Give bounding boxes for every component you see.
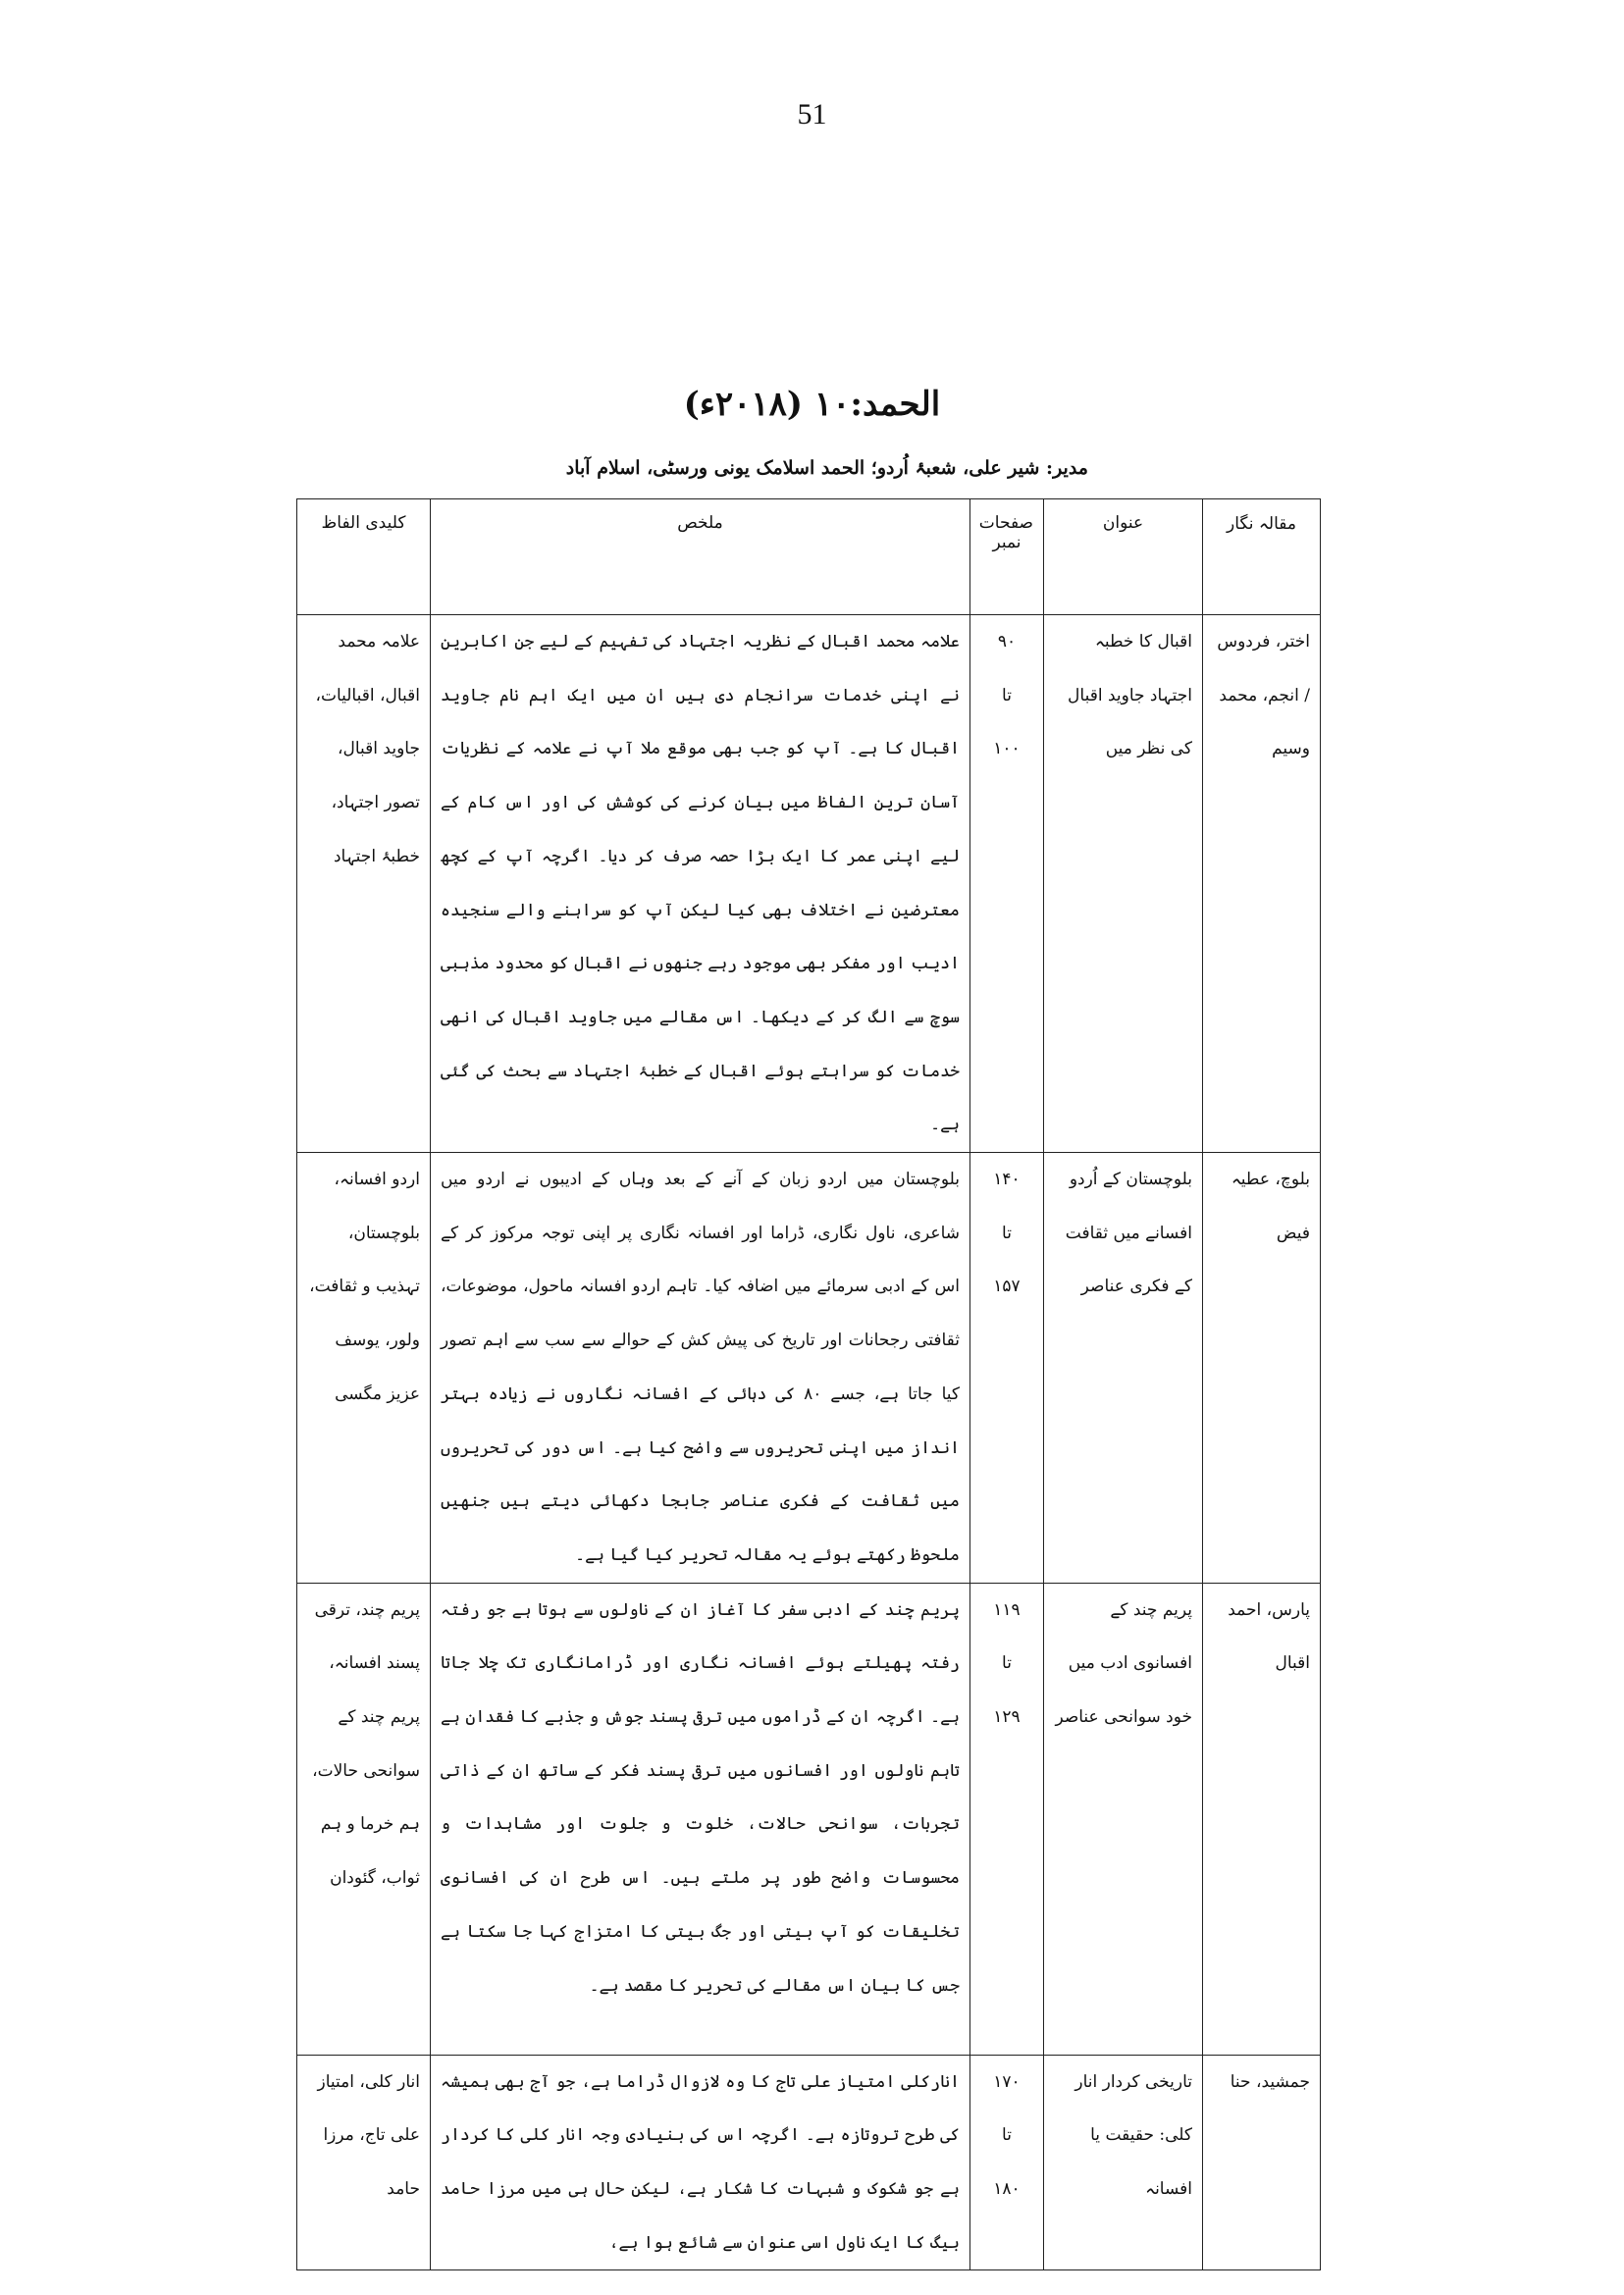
author-cell: اختر، فردوس / انجم، محمد وسیم [1203, 615, 1321, 1153]
page-to: تا [1002, 1223, 1012, 1243]
keywords-cell: علامہ محمد اقبال، اقبالیات، جاوید اقبال، تصور اجتہاد، خطبۂ اجتہاد [297, 615, 431, 1153]
abstract-cell: بلوچستان میں اردو زبان کے آنے کے بعد وہاں کے ادیبوں نے اردو میں شاعری، ناول نگاری، ڈراما اور افسانہ نگاری پر اپنی توجہ مرکوز کر کے اس کے ادبی سرمائے میں اضافہ کیا۔ تاہم اردو افسانہ ماحول، موضوعات، ثقافتی رجحانات اور تاریخ کی پیش کش کے حوالے سے سب سے اہم تصور کیا جاتا ہے، جسے ۸۰ کی دہائی کے افسانہ نگاروں نے زیادہ بہتر انداز میں اپنی تحریروں سے واضح کیا ہے۔ اس دور کی تحریروں میں ثقافت کے فکری عناصر جابجا دکھائی دیتے ہیں جنھیں ملحوظ رکھتے ہوئے یہ مقالہ تحریر کیا گیا ہے۔ [431, 1153, 970, 1584]
abstract-cell: پریم چند کے ادبی سفر کا آغاز ان کے ناولوں سے ہوتا ہے جو رفتہ رفتہ پھیلتے ہوئے افسانہ نگاری اور ڈرامانگاری تک چلا جاتا ہے۔ اگرچہ ان کے ڈراموں میں ترقی پسند جوش و جذبے کا فقدان ہے تاہم ناولوں اور افسانوں میں ترقی پسند فکر کے ساتھ ان کے ذاتی تجربات، سوانحی حالات، خلوت و جلوت اور مشاہدات و محسوسات واضح طور پر ملتے ہیں۔ اس طرح ان کی افسانوی تخلیقات کو آپ بیتی اور جگ بیتی کا امتزاج کہا جا سکتا ہے جس کا بیان اس مقالے کی تحریر کا مقصد ہے۔ [431, 1583, 970, 2055]
pages-cell [970, 1153, 1044, 1584]
pages-cell [970, 1583, 1044, 2055]
title-cell: اقبال کا خطبہ اجتہاد جاوید اقبال کی نظر میں [1044, 615, 1203, 1153]
title-cell: تاریخی کردار انار کلی: حقیقت یا افسانہ [1044, 2055, 1203, 2270]
title-cell: بلوچستان کے اُردو افسانے میں ثقافت کے فکری عناصر [1044, 1153, 1203, 1584]
journal-title: الحمد:۱۰ (۲۰۱۸ء) [683, 385, 941, 424]
header-author: مقالہ نگار [1203, 499, 1321, 615]
title-cell: پریم چند کے افسانوی ادب میں خود سوانحی عناصر [1044, 1583, 1203, 2055]
keywords-cell: پریم چند، ترقی پسند افسانہ، پریم چند کے سوانحی حالات، ہم خرما و ہم ثواب، گئودان [297, 1583, 431, 2055]
page-start: ۱۴۰ [993, 1170, 1021, 1190]
header-abstract: ملخص [431, 499, 970, 615]
table-row [297, 615, 1321, 1153]
keywords-cell: اردو افسانہ، بلوچستان، تہذیب و ثقافت، ولور، یوسف عزیز مگسی [297, 1153, 431, 1584]
page-start: ۱۱۹ [993, 1599, 1021, 1620]
page-end: ۱۵۷ [993, 1277, 1021, 1297]
header-keywords: کلیدی الفاظ [297, 499, 431, 615]
table-row [297, 1153, 1321, 1584]
page-to: تا [1002, 685, 1012, 705]
header-pages: صفحات نمبر [970, 499, 1044, 615]
page-number: 51 [797, 98, 827, 130]
editor-line: مدیر: شیر علی، شعبۂ اُردو؛ الحمد اسلامک یونی ورسٹی، اسلام آباد [565, 457, 1088, 479]
header-title: عنوان [1044, 499, 1203, 615]
page-to: تا [1002, 1653, 1012, 1674]
author-cell: پارس، احمد اقبال [1203, 1583, 1321, 2055]
table-row [297, 1583, 1321, 2055]
table-header-row [297, 499, 1321, 615]
page-to: تا [1002, 2125, 1012, 2146]
page-end: ۱۸۰ [993, 2179, 1021, 2200]
article-index-table [296, 498, 1321, 2270]
page-end: ۱۲۹ [993, 1707, 1021, 1728]
pages-cell [970, 615, 1044, 1153]
author-cell: بلوچ، عطیہ فیض [1203, 1153, 1321, 1584]
page-start: ۹۰ [997, 632, 1017, 652]
table-row [297, 2055, 1321, 2270]
abstract-cell: علامہ محمد اقبال کے نظریہ اجتہاد کی تفہیم کے لیے جن اکابرین نے اپنی خدمات سرانجام دی ہیں ان میں ایک اہم نام جاوید اقبال کا ہے۔ آپ کو جب بھی موقع ملا آپ نے علامہ کے نظریات آسان ترین الفاظ میں بیان کرنے کی کوشش کی اور اس کام کے لیے اپنی عمر کا ایک بڑا حصہ صرف کر دیا۔ اگرچہ آپ کے کچھ معترضین نے اختلاف بھی کیا لیکن آپ کو سراہنے والے سنجیدہ ادیب اور مفکر بھی موجود رہے جنھوں نے اقبال کو محدود مذہبی سوچ سے الگ کر کے دیکھا۔ اس مقالے میں جاوید اقبال کی انھی خدمات کو سراہتے ہوئے اقبال کے خطبۂ اجتہاد سے بحث کی گئی ہے۔ [431, 615, 970, 1153]
keywords-cell: انار کلی، امتیاز علی تاج، مرزا حامد [297, 2055, 431, 2270]
page-end: ۱۰۰ [993, 739, 1021, 759]
page-start: ۱۷۰ [993, 2071, 1021, 2092]
author-cell: جمشید، حنا [1203, 2055, 1321, 2270]
pages-cell [970, 2055, 1044, 2270]
abstract-cell: انارکلی امتیاز علی تاج کا وہ لازوال ڈراما ہے، جو آج بھی ہمیشہ کی طرح تروتازہ ہے۔ اگرچہ اس کی بنیادی وجہ انار کلی کا کردار ہے جو شکوک و شبہات کا شکار ہے، لیکن حال ہی میں مرزا حامد بیگ کا ایک ناول اسی عنوان سے شائع ہوا ہے، [431, 2055, 970, 2270]
